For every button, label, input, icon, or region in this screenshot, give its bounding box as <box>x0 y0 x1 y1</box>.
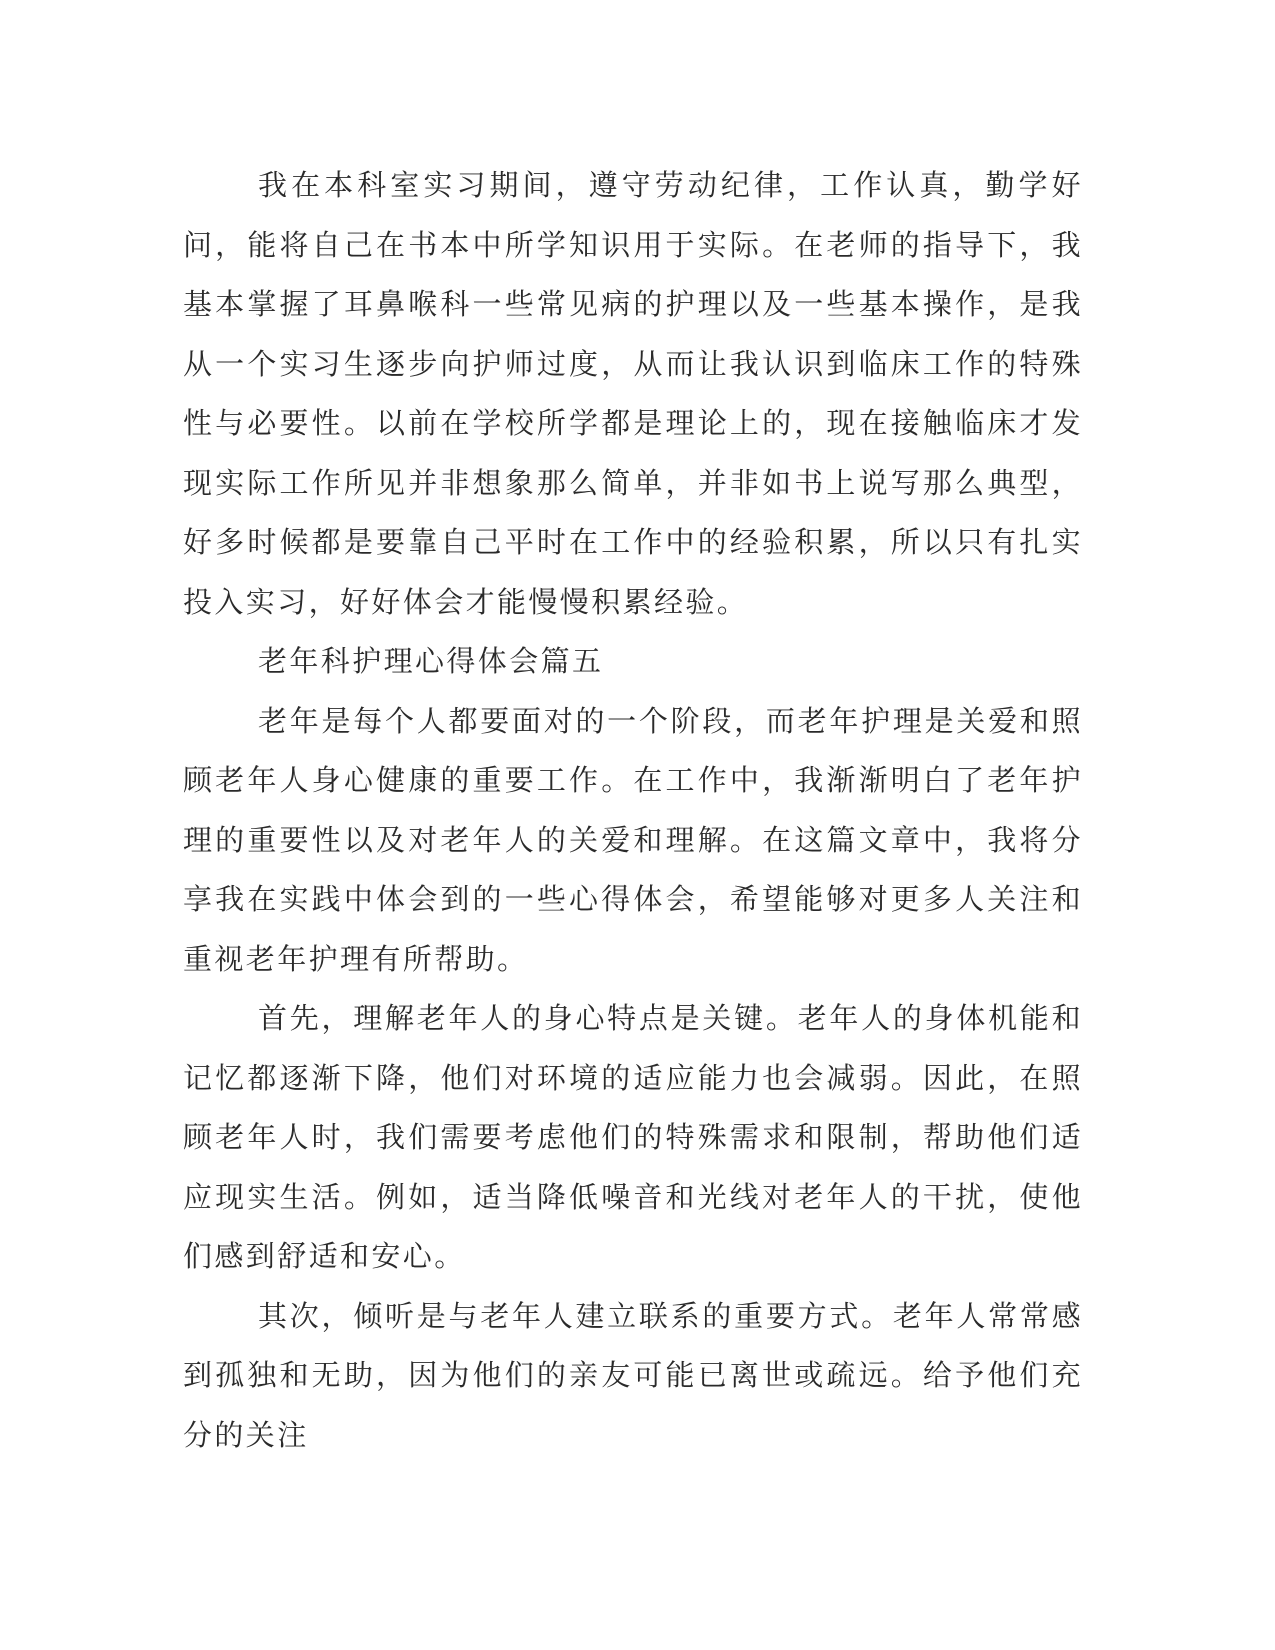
paragraph-internship-summary: 我在本科室实习期间，遵守劳动纪律，工作认真，勤学好问，能将自己在书本中所学知识用于实际。在老师的指导下，我基本掌握了耳鼻喉科一些常见病的护理以及一些基本操作，是我从一个实习生逐步向护师过度，从而让我认识到临床工作的特殊性与必要性。以前在学校所学都是理论上的，现在接触临床才发现实际工作所见并非想象那么简单，并非如书上说写那么典型，好多时候都是要靠自己平时在工作中的经验积累，所以只有扎实投入实习，好好体会才能慢慢积累经验。 <box>183 168 1083 619</box>
section-heading: 老年科护理心得体会篇五 <box>258 644 604 678</box>
paragraph-first-point: 首先，理解老年人的身心特点是关键。老年人的身体机能和记忆都逐渐下降，他们对环境的适应能力也会减弱。因此，在照顾老年人时，我们需要考虑他们的特殊需求和限制，帮助他们适应现实生活。例如，适当降低噪音和光线对老年人的干扰，使他们感到舒适和安心。 <box>183 1001 1083 1273</box>
paragraph-intro: 老年是每个人都要面对的一个阶段，而老年护理是关爱和照顾老年人身心健康的重要工作。在工作中，我渐渐明白了老年护理的重要性以及对老年人的关爱和理解。在这篇文章中，我将分享我在实践中体会到的一些心得体会，希望能够对更多人关注和重视老年护理有所帮助。 <box>183 703 1083 976</box>
paragraph-second-point: 其次，倾听是与老年人建立联系的重要方式。老年人常常感到孤独和无助，因为他们的亲友可能已离世或疏远。给予他们充分的关注 <box>183 1298 1083 1452</box>
document-body <box>183 156 1083 1465</box>
